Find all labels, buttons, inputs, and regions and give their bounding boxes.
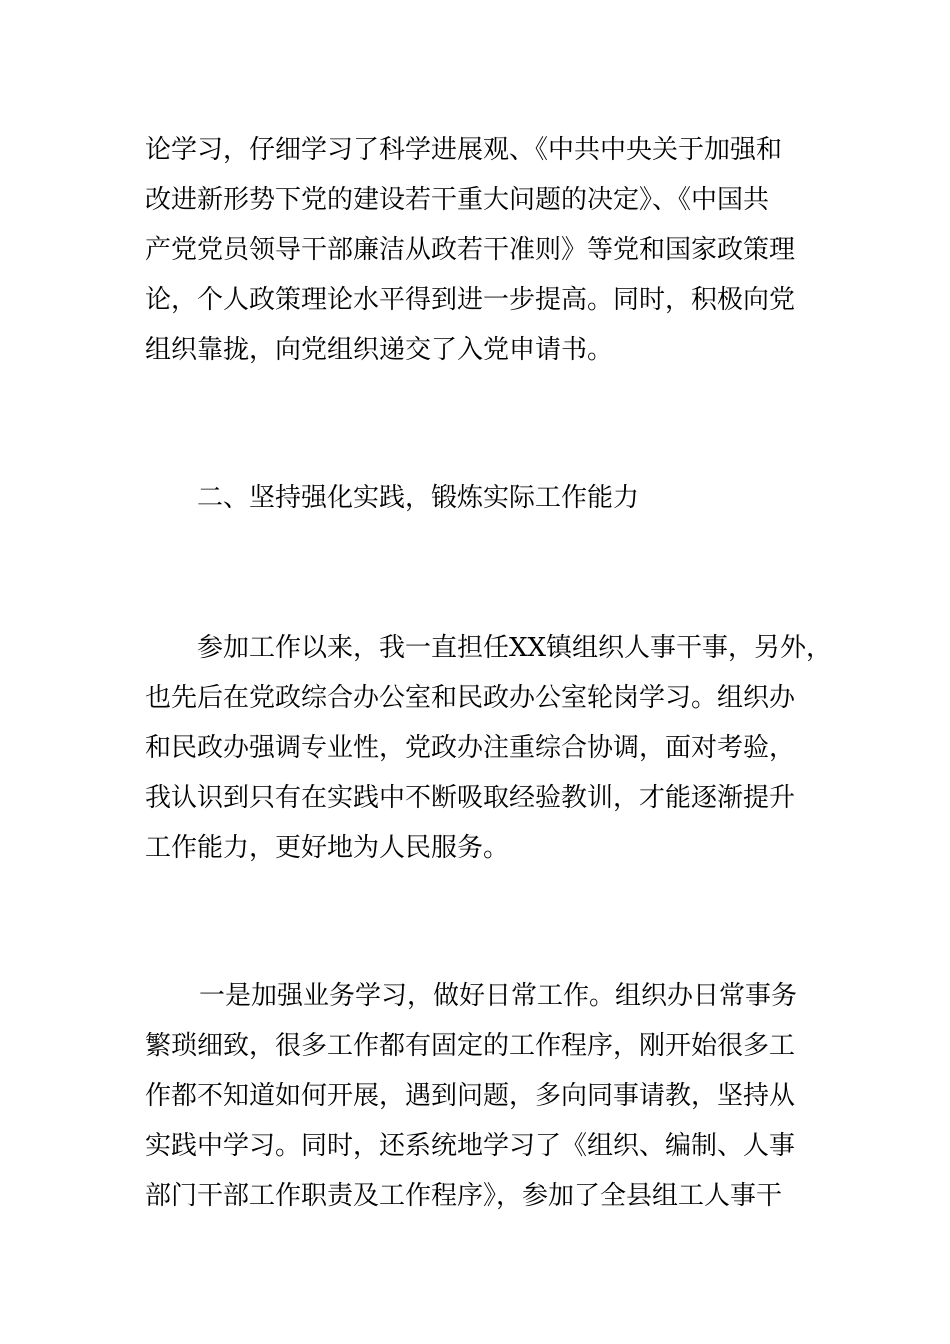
paragraph-1-line-4: 论，个人政策理论水平得到进一步提高。同时，积极向党 — [145, 285, 796, 315]
paragraph-1-line-2: 改进新形势下党的建设若干重大问题的决定》、《中国共 — [145, 185, 770, 215]
paragraph-2-line-2: 也先后在党政综合办公室和民政办公室轮岗学习。组织办 — [145, 683, 796, 713]
paragraph-1-line-1: 论学习，仔细学习了科学进展观、《中共中央关于加强和 — [145, 135, 783, 165]
paragraph-2-line-5: 工作能力，更好地为人民服务。 — [145, 833, 510, 863]
paragraph-3-line-2: 繁琐细致，很多工作都有固定的工作程序，刚开始很多工 — [145, 1031, 796, 1061]
paragraph-2-line-3: 和民政办强调专业性，党政办注重综合协调，面对考验， — [145, 733, 796, 763]
paragraph-2-line-1: 参加工作以来，我一直担任XX镇组织人事干事，另外， — [197, 633, 833, 663]
paragraph-3-line-4: 实践中学习。同时，还系统地学习了《组织、编制、人事 — [145, 1131, 796, 1161]
paragraph-2-line-4: 我认识到只有在实践中不断吸取经验教训，才能逐渐提升 — [145, 783, 796, 813]
paragraph-3-line-3: 作都不知道如何开展，遇到问题，多向同事请教，坚持从 — [145, 1081, 796, 1111]
paragraph-3-line-1: 一是加强业务学习，做好日常工作。组织办日常事务 — [199, 981, 798, 1011]
paragraph-3-line-5: 部门干部工作职责及工作程序》，参加了全县组工人事干 — [145, 1181, 783, 1211]
paragraph-1-line-3: 产党党员领导干部廉洁从政若干准则》等党和国家政策理 — [145, 235, 796, 265]
section-heading: 二、坚持强化实践，锻炼实际工作能力 — [197, 483, 640, 513]
paragraph-1-line-5: 组织靠拢，向党组织递交了入党申请书。 — [145, 335, 614, 365]
